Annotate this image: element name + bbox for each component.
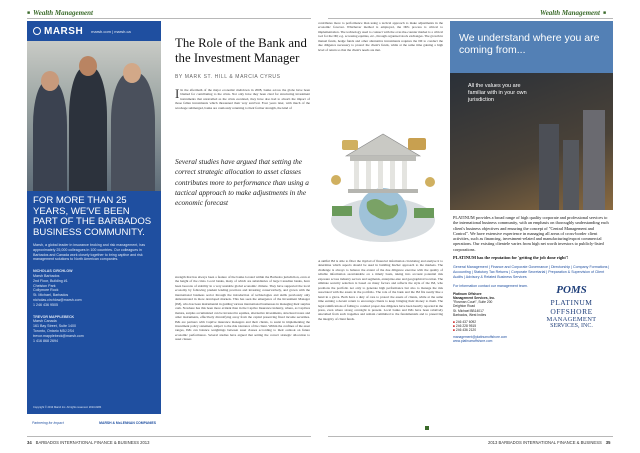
platinum-phones: ■ 246 437 6092 ■ 246 228 9515 ■ 246 436 2120 [453,319,477,333]
platinum-advertisement[interactable] [450,21,613,432]
platinum-logo: POMS PLATINUM OFFSHORE MANAGEMENT SERVICES, INC. [533,284,610,343]
contact-intro: For information contact our management team. [453,284,528,289]
publication-name: 2013 BARBADOS INTERNATIONAL FINANCE & BUSINESS [488,440,602,445]
marsh-ad-footer [27,414,161,432]
marsh-ad-topbar [27,21,161,41]
section-label: Wealth Management [33,9,93,17]
left-running-header [27,9,93,17]
marsh-url[interactable]: marsh.com | marsh.ca [91,28,131,34]
marsh-copyright: Copyright © 2013 Marsh Inc. All rights reserved. 2013-0284 [33,406,102,410]
business-people-photo [27,41,161,191]
platinum-contact-block [450,284,613,343]
marsh-copy: Marsh, a global leader in insurance broking and risk management, has approximately 25,000 colleagues in 100 countries. Our colleagues in Barbados and Canada work closely together to bring captive and risk management solutions to North American companies. [33,243,146,262]
fax-icon: ■ [453,328,455,333]
page-number: 35 [605,440,611,445]
partner-label: Partnering for Impact [32,421,64,425]
marsh-headline: FOR MORE THAN 25 YEARS, WE'VE BEEN PART OF THE BARBADOS BUSINESS COMMUNITY. [33,195,152,238]
platinum-headline: We understand where you are coming from... [450,21,613,73]
square-bullet-icon: ■ [602,10,606,16]
phone-icon: ■ [453,319,455,324]
platinum-address: Platinum Offshore Management Services, Inc. "Rosman Court", Suite 200 Deighton Road St. Michael BB14017 Barbados, West Indies [453,291,496,317]
footer-rule-right [328,436,613,437]
article-col2-top: contributes more to performance than using a tactical approach to make adjustments in the economic forecast. Whichever method is employed, the IM's process is critical to implementation. The technology used to connect with the over-the-counter market is a critical tool for the IM; e.g. accessing equities, etc., through organised stock exchanges. The growth in mutual funds, hedge funds and other alternative investments requires the IM to conduct the due diligence necessary to protect the client's funds, while at the same time gaining a high level of return so that the client's needs are met. [318,21,443,52]
article-end-icon [425,426,429,430]
photo-caption: All the values you are familiar with in your own jurisdiction [468,83,527,103]
footer-rule-left [27,436,311,437]
phone-icon: ■ [453,324,455,329]
left-footer [27,440,149,445]
marsh-contact-2: TREVOR MAPPLEBECK Marsh Canada 161 Bay Street, Suite 1400 Toronto, Ontario M5J 2S4 trevor.mapplebeck@marsh.com 1 416 868 2694 [33,314,84,343]
drop-cap: I [175,88,180,101]
marsh-contact-1: NICHOLAS CIRCHLOW Marsh Barbados 2nd Floor, Building #1 Chelston Park Collymore Rock St. Michael, Barbados nicholas.circhlow@marsh.com 1 246 436 9505 [33,269,82,307]
publication-name: BARBADOS INTERNATIONAL FINANCE & BUSINESS 2013 [35,440,150,445]
pull-quote: Several studies have argued that setting the correct strategic allocation to asset classes contributes more to performance than using a tactical approach to make adjustments in the economic forecast [175,157,309,208]
platinum-services[interactable]: General Management | Finance and Corporate Governance | Directorship | Company Formations | Accounting | Statutory Tax Returns | Corporate Secretarial | Preparation & Supervision of Client Audits | Advisory & Related Business Services [453,265,610,279]
right-running-header [540,9,606,17]
article-title: The Role of the Bank and the Investment Manager [175,36,307,65]
page-number: 34 [27,440,32,445]
article-col1-bottom: strength that has always been a feature of the banks located within the Barbados jurisdiction, even at the height of the crisis. Local banks, many of which are subsidiaries of large Canadian banks, have been beacons of stability in a very unstable global economic climate. They have supported the local economy by following prudent lending practices and investing conservatively, and grown with the international business sector through the introduction of technologies and skills previously only demonstrated in more developed markets. This has seen the emergence of the Investment Manager (IM), who has been instrumental in guiding various international businesses in managing their surplus cash. Nowhere has this been more evident than in the Captive Insurance industry, where, as Captives mature, surplus accumulated can be invested in equities, alternative investments, structured notes and other instruments, effectively diversifying away from the capital preserving fixed income securities. IMs are partners with Captive insurance managers and their clients, to assist in implementing the investment policy statement, subject to the risk tolerance of the client. Within the confines of the asset ranges, IMs can balance weightings between asset classes according to their outlook on future economic performance. Several studies have argued that setting the correct strategic allocation to asset classes [175,275,310,342]
platinum-website[interactable]: www.platinumoffshore.com [453,338,493,343]
mmc-logo: MARSH & McLENNAN COMPANIES [99,421,156,425]
article-byline: BY MARK ST. HILL & MARCIA CYRUS [175,74,281,80]
square-bullet-icon: ■ [27,10,31,16]
marsh-logo-icon [33,27,41,35]
platinum-tagline: PLATINUM has the reputation for 'getting the job done right'! [453,255,569,261]
section-label: Wealth Management [540,9,600,17]
marsh-advertisement[interactable] [27,21,161,432]
city-skyline-photo [450,73,613,210]
poms-mark: POMS [556,284,587,297]
marsh-logo: MARSH [44,25,84,37]
header-rule-left [27,18,311,19]
article-col2-bottom: A skilful IM is able to filter the myriad of financial information circulating and analyse it to determine which aspects should be used in building his/her approach to the markets. The challenge is always to balance the extent of the due diligence exercise with the quality of reliable information ascertainable on a timely basis, taking into account potential risk exposure across industry sectors and segments, enterprise-size and geographical location. The ultimate security selection is based on many factors and reflects the style of the IM, who positions the portfolio not only to generate high performance but also to manage the risk associated with the assets in the portfolio. The role of the bank and the IM fits neatly like a hand in a glove. Both have a duty of care to protect the assets of clients, while at the same time earning a decent return to encourage clients to keep bringing their money to them. The legal ramifications of failing to conduct proper due diligence have been heavily reported in the press, even where strong oversight is present. Local banks and IMs have been relatively unscathed from such tragedies and remain committed to the fundamentals and to preserving the integrity of client funds. [318,259,443,321]
article-col1-top: I In the aftermath of the major economic meltdown in 2008, banks across the globe have been blamed for contributing to the crisis. Not only have they been cited for structuring investment instruments that unravelled as the crisis escalated, they have also had to absorb the impact of those fallen investments which threatened their very survival. Four years later, with much of the wreckage submerged, banks are cautiously returning to their former strength, the kind of [175,88,310,110]
header-rule-right [328,18,613,19]
platinum-intro: PLATINUM provides a broad range of high quality corporate and professional services to the international business community, with an emphasis on thoroughly understanding each client's business objectives and ensuring the concept of "Central Management and Control". We have extensive experience in managing all areas of cross-border client activities, such as financing, investment-related and manufacturing/export commercial operations. Our existing clientele varies from high net worth investors to publicly-listed corporations. [453,215,609,252]
right-footer [488,440,610,445]
bank-globe-illustration [322,110,444,250]
platinum-email[interactable]: management@platinumoffshore.com [453,334,508,339]
